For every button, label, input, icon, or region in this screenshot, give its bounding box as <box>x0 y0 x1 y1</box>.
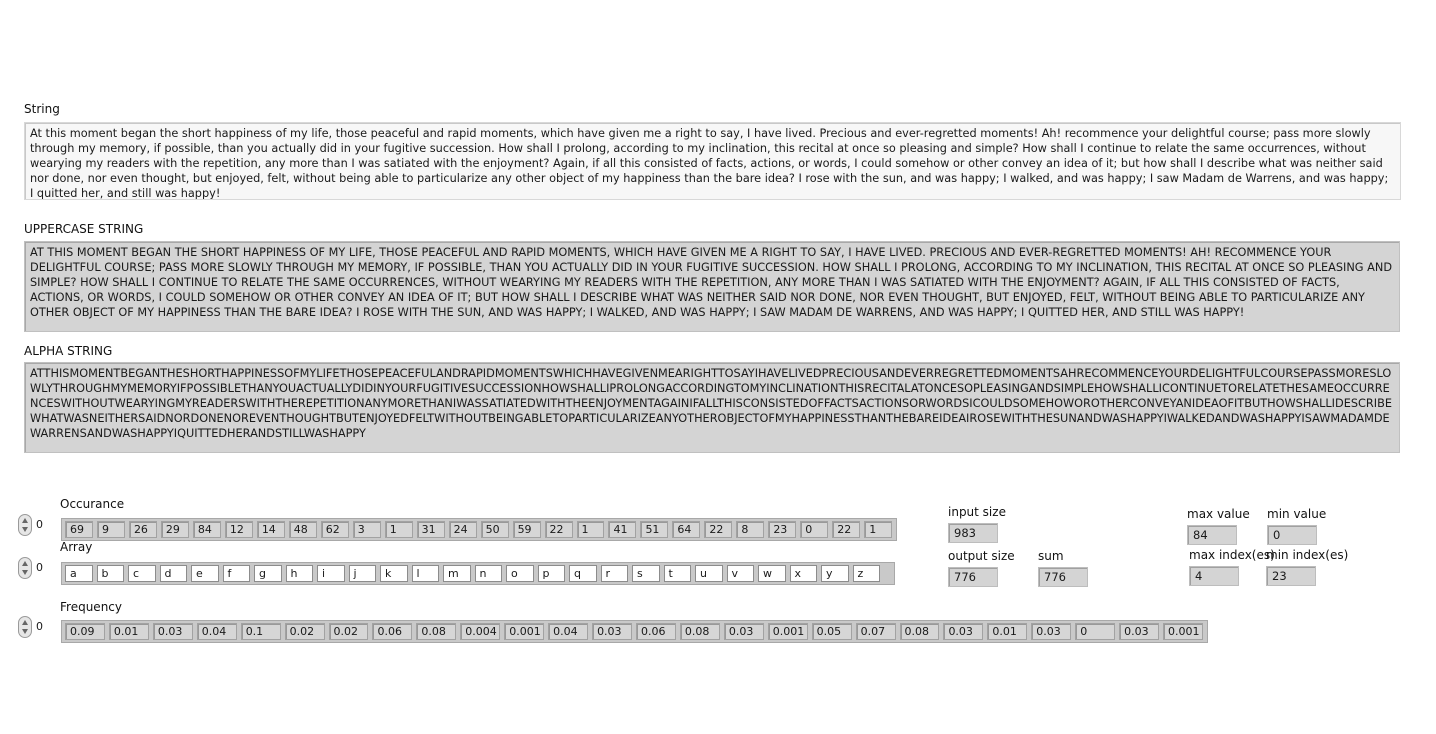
occurance-cell: 22 <box>545 521 573 538</box>
occurance-cell: 9 <box>97 521 125 538</box>
max-index-label: max index(es) <box>1189 548 1275 562</box>
char-cell[interactable]: s <box>632 565 660 582</box>
occurance-cell: 23 <box>768 521 796 538</box>
frequency-cell: 0 <box>1075 623 1115 640</box>
alpha-label: ALPHA STRING <box>24 344 113 358</box>
max-value-label: max value <box>1187 507 1250 521</box>
frequency-cell: 0.04 <box>197 623 237 640</box>
array-index-control[interactable] <box>18 557 58 579</box>
frequency-cell: 0.08 <box>680 623 720 640</box>
array-index-value[interactable]: 0 <box>33 557 57 579</box>
frequency-cell: 0.1 <box>241 623 281 640</box>
occurance-cell: 31 <box>417 521 445 538</box>
output-size-label: output size <box>948 549 1015 563</box>
frequency-cell: 0.02 <box>285 623 325 640</box>
uppercase-indicator <box>24 241 1400 332</box>
char-cell[interactable]: b <box>97 565 125 582</box>
char-cell[interactable]: h <box>286 565 314 582</box>
spinner-icon[interactable] <box>18 557 32 579</box>
occurance-cell: 26 <box>129 521 157 538</box>
max-value-indicator: 84 <box>1187 525 1237 545</box>
frequency-cell: 0.03 <box>1031 623 1071 640</box>
spinner-icon[interactable] <box>18 514 32 536</box>
occurance-cell: 12 <box>225 521 253 538</box>
frequency-cell: 0.07 <box>856 623 896 640</box>
char-cell[interactable]: y <box>821 565 849 582</box>
char-cell[interactable]: n <box>475 565 503 582</box>
frequency-cell: 0.06 <box>636 623 676 640</box>
alpha-value: ATTHISMOMENTBEGANTHESHORTHAPPINESSOFMYLIFETHOSEPEACEFULANDRAPIDMOMENTSWHICHHAVEGIVENMEARIGHTTOSAYIHAVELIVEDPRECIOUSANDEVERREGRETTEDMOMENTSAHRECOMMENCEYOURDELIGHTFULCOURSEPASSMORESLOWLYTHROUGHMYMEMORYIFPOSSIBLETHANYOUACTUALLYDIDINYOURFUGITIVESUCCESSIONHOWSHALLIPROLONGACCORDINGTOMYINCLINATIONTHISRECITALATONCESOPLEASINGANDSIMPLEHOWSHALLICONTINUETORELATETHESAMEOCCURRENCESWITHOUTWEARYINGMYREADERSWITHTHEREPETITIONANYMORETHANIWASSATIATEDWITHTHEENJOYMENTAGAINIFALLTHISCONSISTEDOFFACTSACTIONSORWORDSICOULDSOMEHOWOROTHERCONVEYANIDEAOFITBUTHOWSHALLIDESCRIBEWHATWASNEITHERSAIDNORDONENOREVENTHOUGHTBUTENJOYEDFELTWITHOUTBEINGABLETOPARTICULARIZEANYOTHEROBJECTOFMYHAPPINESSTHANTHEBAREIDEAIROSEWITHTHESUNANDWASHAPPYIWALKEDANDWASHAPPYISAWMADAMDEWARRENSANDWASHAPPYIQUITTEDHERANDSTILLWASHAPPY <box>30 367 1392 440</box>
frequency-cell: 0.001 <box>1163 623 1203 640</box>
occurance-cell: 59 <box>513 521 541 538</box>
occurance-cell: 64 <box>672 521 700 538</box>
occurance-cell: 62 <box>321 521 349 538</box>
frequency-cell: 0.04 <box>548 623 588 640</box>
frequency-cell: 0.01 <box>109 623 149 640</box>
occurance-cell: 14 <box>257 521 285 538</box>
occurance-array <box>61 518 897 541</box>
char-cell[interactable]: l <box>412 565 440 582</box>
occurance-cell: 50 <box>481 521 509 538</box>
min-index-indicator: 23 <box>1266 566 1316 586</box>
string-input[interactable] <box>24 122 1401 200</box>
char-cell[interactable]: a <box>65 565 93 582</box>
char-cell[interactable]: m <box>443 565 471 582</box>
min-value-label: min value <box>1267 507 1327 521</box>
occurance-cell: 1 <box>577 521 605 538</box>
frequency-cell: 0.001 <box>768 623 808 640</box>
char-cell[interactable]: i <box>317 565 345 582</box>
char-cell[interactable]: x <box>790 565 818 582</box>
occurance-index-value[interactable]: 0 <box>33 514 57 536</box>
frequency-cell: 0.06 <box>372 623 412 640</box>
frequency-index-control[interactable] <box>18 616 58 638</box>
frequency-cell: 0.05 <box>812 623 852 640</box>
input-size-indicator: 983 <box>948 523 998 543</box>
output-size-indicator: 776 <box>948 567 998 587</box>
spinner-icon[interactable] <box>18 616 32 638</box>
char-cell[interactable]: z <box>853 565 881 582</box>
string-label: String <box>24 102 60 116</box>
frequency-cell: 0.03 <box>153 623 193 640</box>
occurance-cell: 29 <box>161 521 189 538</box>
char-array <box>61 562 895 585</box>
occurance-label: Occurance <box>60 497 125 511</box>
occurance-cell: 69 <box>65 521 93 538</box>
char-cell[interactable]: c <box>128 565 156 582</box>
char-cell[interactable]: d <box>160 565 188 582</box>
frequency-cell: 0.01 <box>987 623 1027 640</box>
string-value: At this moment began the short happiness of my life, those peaceful and rapid moments, which have given me a right to say, I have lived. Precious and ever-regretted moments! Ah! recommence your delightful course; pass more slowly through my memory, if possible, than you actually did in your fugitive succession. How shall I prolong, according to my inclination, this recital at once so pleasing and simple? How shall I continue to relate the same occurrences, without wearying my readers with the repetition, any more than I was satiated with the enjoyment? Again, if all this consisted of facts, actions, or words, I could somehow or other convey an idea of it; but how shall I describe what was neither said nor done, nor even thought, but enjoyed, felt, without being able to particularize any other object of my happiness than the bare idea? I rose with the sun, and was happy; I walked, and was happy; I saw Madam de Warrens, and was happy; I quitted her, and still was happy! <box>30 127 1389 200</box>
char-cell[interactable]: v <box>727 565 755 582</box>
char-cell[interactable]: j <box>349 565 377 582</box>
sum-indicator: 776 <box>1038 567 1088 587</box>
frequency-label: Frequency <box>60 600 122 614</box>
char-cell[interactable]: t <box>664 565 692 582</box>
max-index-indicator: 4 <box>1189 566 1239 586</box>
alpha-indicator <box>24 362 1400 453</box>
occurance-index-control[interactable] <box>18 514 58 536</box>
char-cell[interactable]: w <box>758 565 786 582</box>
occurance-cell: 24 <box>449 521 477 538</box>
frequency-cell: 0.03 <box>1119 623 1159 640</box>
char-cell[interactable]: p <box>538 565 566 582</box>
frequency-cell: 0.02 <box>329 623 369 640</box>
frequency-index-value[interactable]: 0 <box>33 616 57 638</box>
uppercase-label: UPPERCASE STRING <box>24 222 144 236</box>
char-cell[interactable]: u <box>695 565 723 582</box>
min-value-indicator: 0 <box>1267 525 1317 545</box>
char-cell[interactable]: k <box>380 565 408 582</box>
occurance-cell: 8 <box>736 521 764 538</box>
frequency-array <box>61 620 1208 643</box>
frequency-cell: 0.03 <box>592 623 632 640</box>
occurance-cell: 1 <box>385 521 413 538</box>
char-cell[interactable]: e <box>191 565 219 582</box>
frequency-cell: 0.08 <box>416 623 456 640</box>
frequency-cell: 0.001 <box>504 623 544 640</box>
char-cell[interactable]: o <box>506 565 534 582</box>
occurance-cell: 41 <box>608 521 636 538</box>
occurance-cell: 84 <box>193 521 221 538</box>
occurance-cell: 0 <box>800 521 828 538</box>
frequency-cell: 0.08 <box>900 623 940 640</box>
char-cell[interactable]: r <box>601 565 629 582</box>
sum-label: sum <box>1038 549 1064 563</box>
char-cell[interactable]: g <box>254 565 282 582</box>
occurance-cell: 51 <box>640 521 668 538</box>
min-index-label: min index(es) <box>1266 548 1349 562</box>
frequency-cell: 0.09 <box>65 623 105 640</box>
frequency-cell: 0.03 <box>943 623 983 640</box>
occurance-cell: 48 <box>289 521 317 538</box>
occurance-cell: 1 <box>864 521 892 538</box>
uppercase-value: AT THIS MOMENT BEGAN THE SHORT HAPPINESS OF MY LIFE, THOSE PEACEFUL AND RAPID MOMENTS, WHICH HAVE GIVEN ME A RIGHT TO SAY, I HAVE LIVED. PRECIOUS AND EVER-REGRETTED MOMENTS! AH! RECOMMENCE YOUR DELIGHTFUL COURSE; PASS MORE SLOWLY THROUGH MY MEMORY, IF POSSIBLE, THAN YOU ACTUALLY DID IN YOUR FUGITIVE SUCCESSION. HOW SHALL I PROLONG, ACCORDING TO MY INCLINATION, THIS RECITAL AT ONCE SO PLEASING AND SIMPLE? HOW SHALL I CONTINUE TO RELATE THE SAME OCCURRENCES, WITHOUT WEARYING MY READERS WITH THE REPETITION, ANY MORE THAN I WAS SATIATED WITH THE ENJOYMENT? AGAIN, IF ALL THIS CONSISTED OF FACTS, ACTIONS, OR WORDS, I COULD SOMEHOW OR OTHER CONVEY AN IDEA OF IT; BUT HOW SHALL I DESCRIBE WHAT WAS NEITHER SAID NOR DONE, NOR EVEN THOUGHT, BUT ENJOYED, FELT, WITHOUT BEING ABLE TO PARTICULARIZE ANY OTHER OBJECT OF MY HAPPINESS THAN THE BARE IDEA? I ROSE WITH THE SUN, AND WAS HAPPY; I WALKED, AND WAS HAPPY; I SAW MADAM DE WARRENS, AND WAS HAPPY; I QUITTED HER, AND STILL WAS HAPPY! <box>30 246 1393 319</box>
occurance-cell: 22 <box>704 521 732 538</box>
char-cell[interactable]: q <box>569 565 597 582</box>
occurance-cell: 3 <box>353 521 381 538</box>
frequency-cell: 0.004 <box>460 623 500 640</box>
array-label: Array <box>60 540 93 554</box>
occurance-cell: 22 <box>832 521 860 538</box>
frequency-cell: 0.03 <box>724 623 764 640</box>
input-size-label: input size <box>948 505 1006 519</box>
char-cell[interactable]: f <box>223 565 251 582</box>
